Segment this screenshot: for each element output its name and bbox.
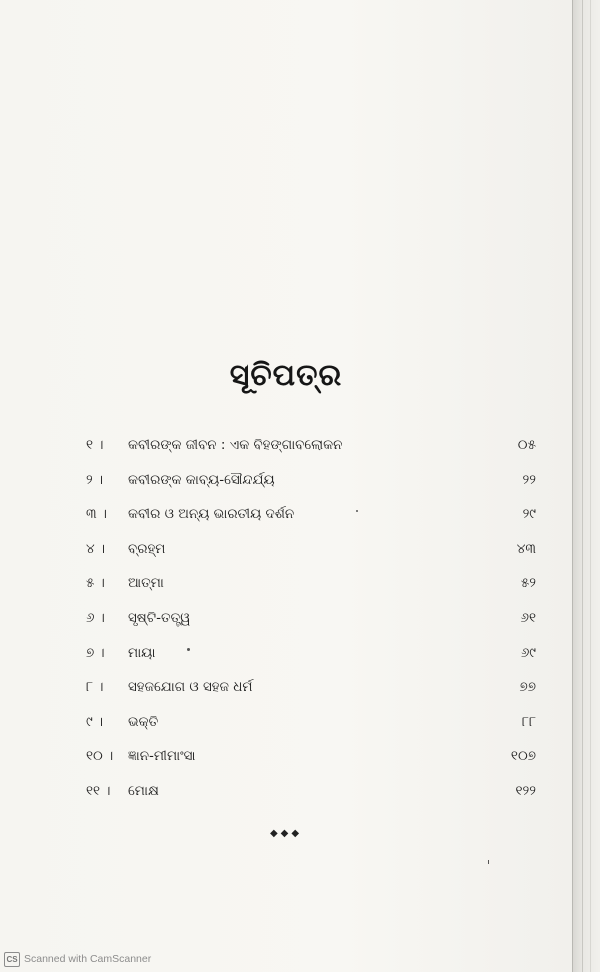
scan-speck [488,860,489,864]
end-ornament: ◆◆◆ [269,828,303,839]
toc-entry-number: ୩ । [86,506,107,523]
toc-entry-page: ୫୨ [520,575,536,592]
toc-entry-label: କବୀରଙ୍କ ଜୀବନ : ଏକ ବିହଙ୍ଗାବଲୋକନ [128,437,343,453]
toc-entry-number: ୯ । [86,713,104,730]
toc-entry [86,566,556,601]
toc-entry-page: ୨୯ [522,506,536,523]
toc-title: ସୂଚିପତ୍ର [229,358,343,393]
toc-entry [86,739,556,774]
toc-entry [86,774,556,809]
toc-entry-label: ଜ୍ଞାନ-ମୀମାଂସା [128,748,196,765]
toc-entry-page: ୬୧ [520,609,536,626]
toc-entry-label: ବ୍ରହ୍ମ [128,540,166,557]
toc-entry [86,601,556,636]
toc-entry-page: ୧୨୨ [515,782,536,799]
toc-entry-page: ୦୫ [517,437,536,453]
scan-speck [187,648,190,651]
table-of-contents [86,428,556,809]
toc-entry-number: ୨ । [86,471,104,488]
toc-entry-label: ମୋକ୍ଷ [128,782,159,799]
toc-entry-page: ୨୨ [522,471,536,488]
toc-entry-label: ମାୟା [128,644,156,661]
scanner-watermark [4,951,151,967]
scan-speck [356,510,358,512]
toc-entry-page: ୮୮ [521,713,536,730]
toc-entry-label: ଭକ୍ତି [128,713,159,730]
toc-entry-number: ୧୧ । [86,782,111,799]
toc-entry [86,532,556,567]
toc-entry-number: ୬ । [86,609,105,626]
toc-entry [86,705,556,740]
toc-entry-number: ୫ । [86,575,105,592]
watermark-text: Scanned with CamScanner [24,953,152,965]
page-edge-line [582,0,583,972]
toc-entry-page: ୧୦୭ [510,748,536,765]
page-edge-line [590,0,591,972]
toc-entry-label: କବୀର ଓ ଅନ୍ୟ ଭାରତୀୟ ଦର୍ଶନ [128,506,295,523]
toc-entry-number: ୮ । [86,679,104,696]
toc-entry [86,670,556,705]
page-edge [572,0,600,972]
toc-entry [86,636,556,671]
toc-entry-page: ୬୯ [520,644,536,661]
toc-entry-number: ୪ । [86,540,106,557]
toc-entry-number: ୭ । [86,644,105,661]
toc-entry [86,463,556,498]
toc-entry [86,428,556,463]
toc-entry-label: କବୀରଙ୍କ କାବ୍ୟ-ସୌନ୍ଦର୍ଯ୍ୟ [128,471,275,488]
toc-entry-label: ସହଜଯୋଗ ଓ ସହଜ ଧର୍ମ [128,679,253,696]
toc-entry-label: ସୃଷ୍ଟି-ତତ୍ତ୍ୱ [128,609,191,626]
toc-entry-label: ଆତ୍ମା [128,575,164,592]
toc-entry [86,497,556,532]
toc-entry-number: ୧ । [86,437,104,453]
toc-entry-page: ୪୩ [516,540,536,557]
camscanner-logo-icon: CS [4,952,20,967]
toc-entry-number: ୧୦ । [86,748,114,765]
toc-entry-page: ୭୭ [519,679,536,696]
